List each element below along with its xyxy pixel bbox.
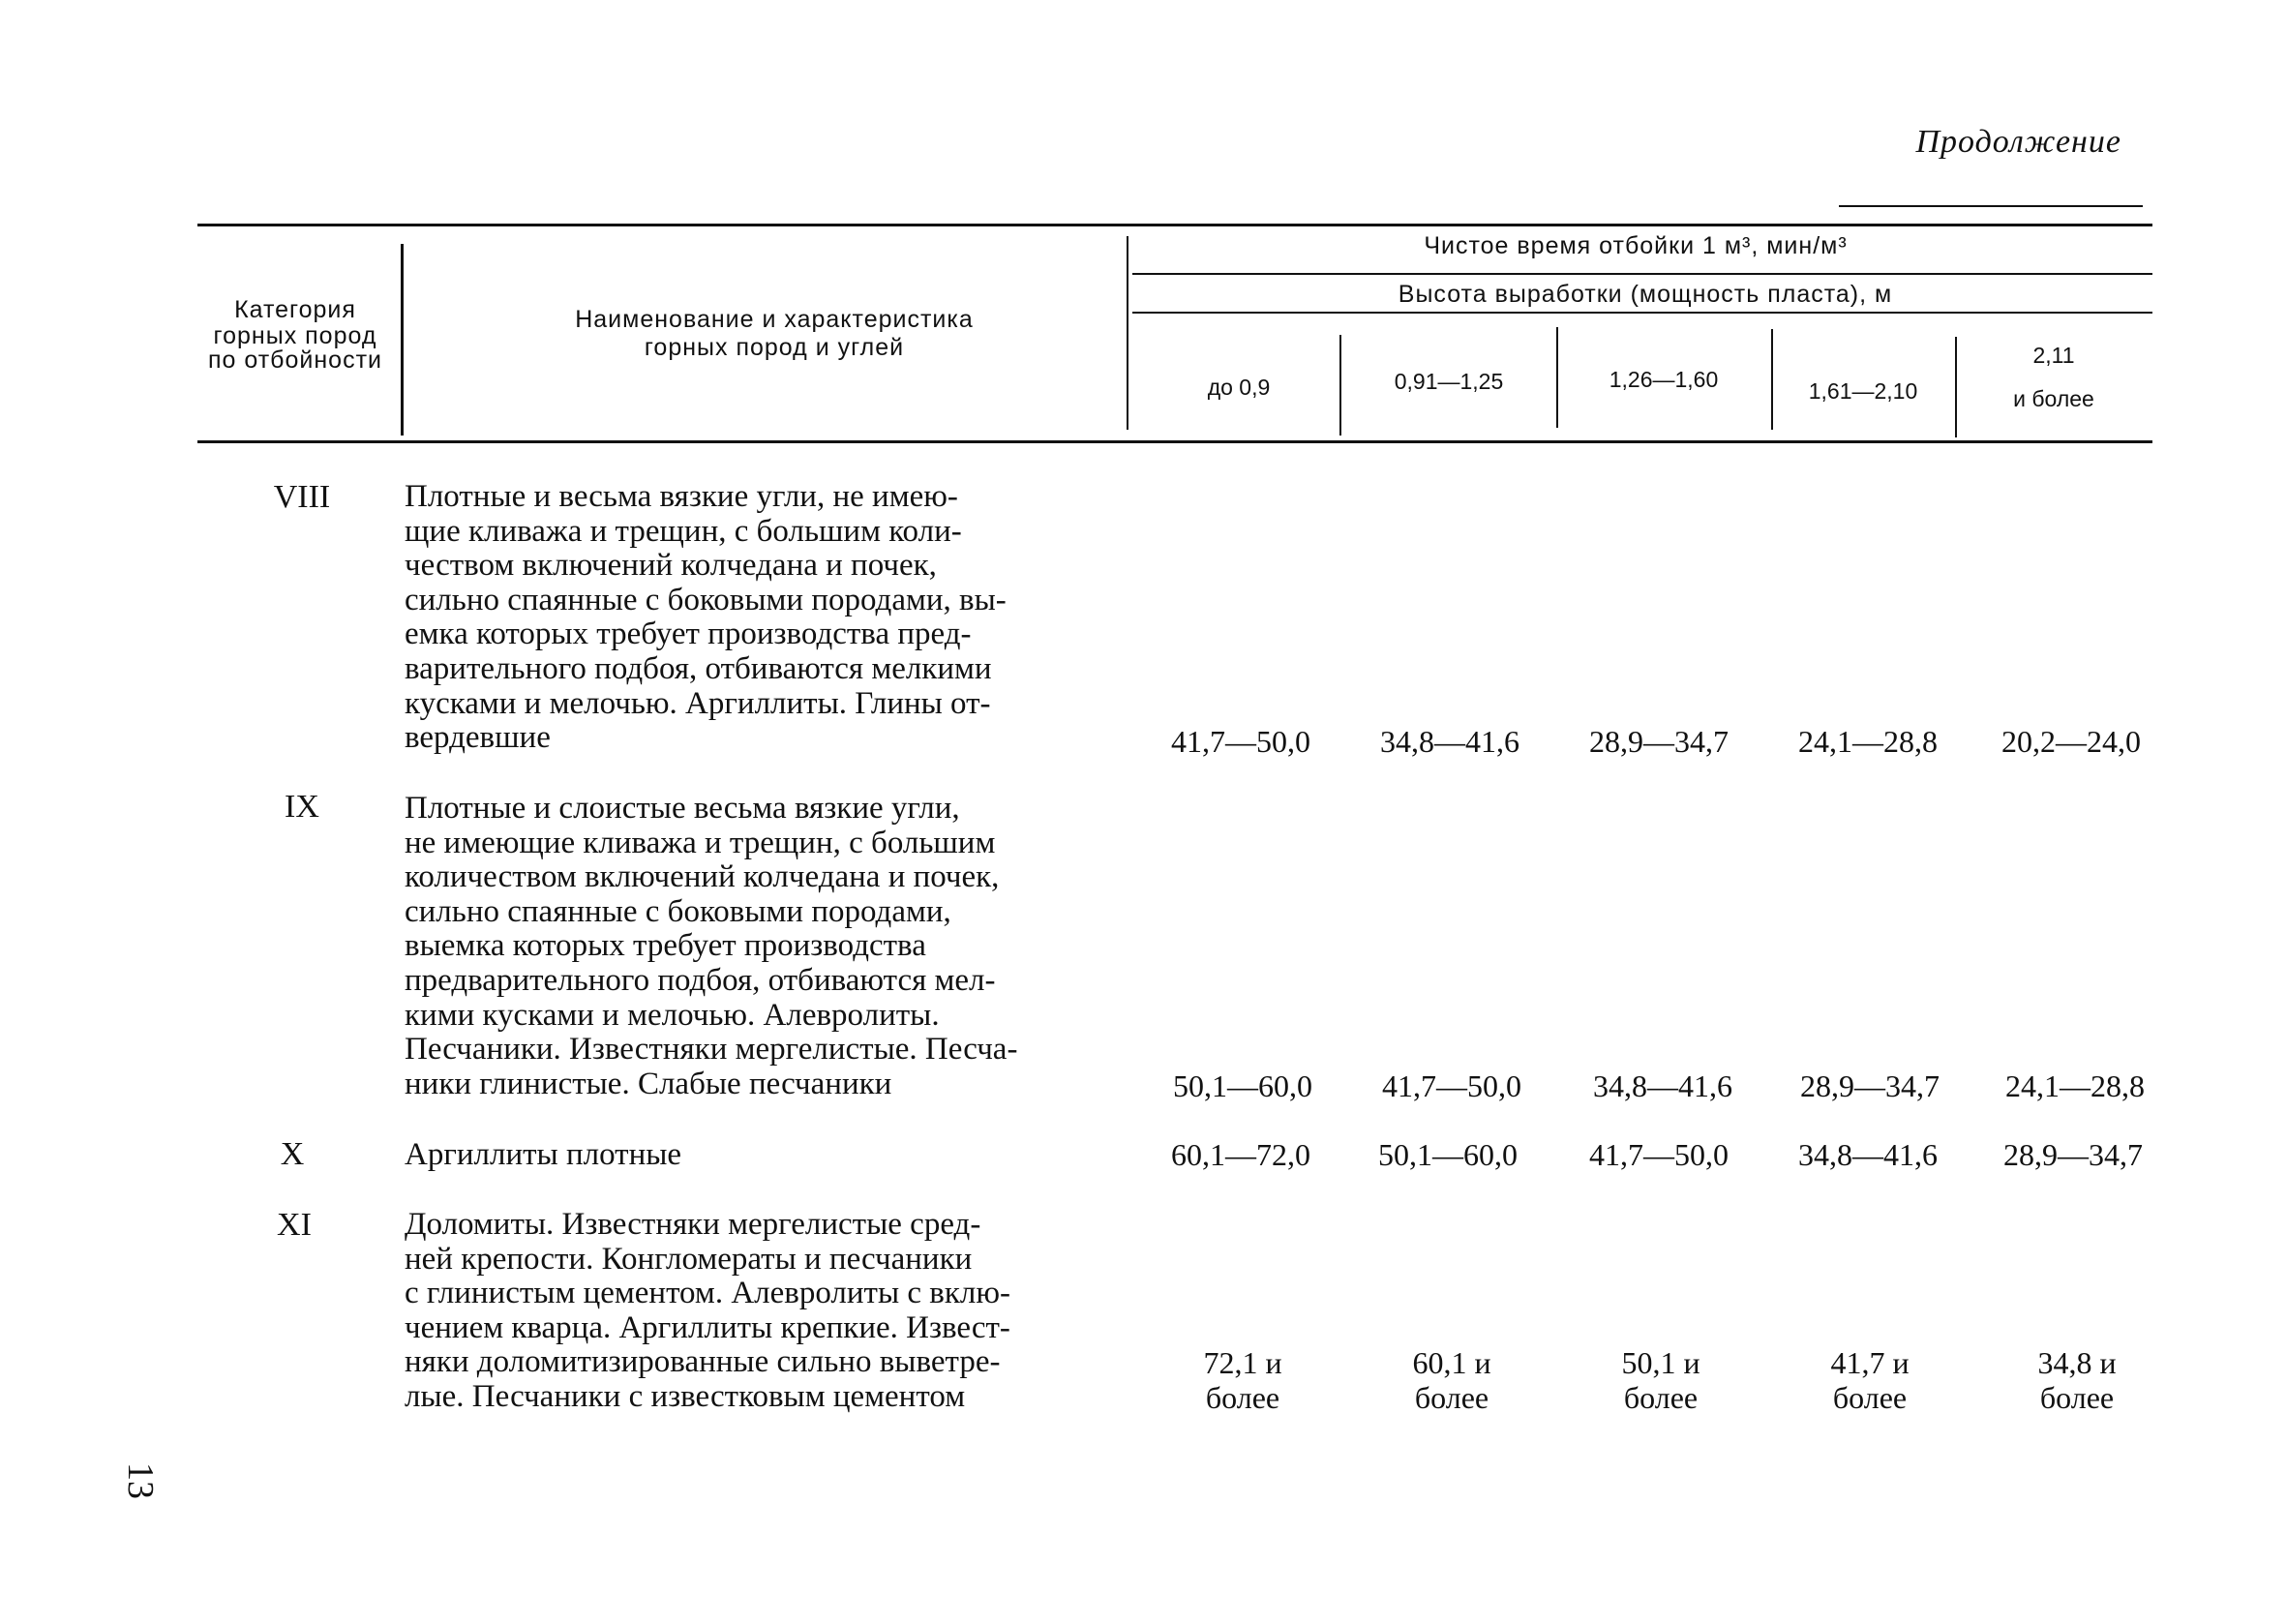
rule-header-top — [197, 224, 2152, 226]
row-category-ix: IX — [285, 789, 319, 825]
value-x-col-5: 28,9—34,7 — [2003, 1137, 2143, 1172]
value-viii-col-1: 41,7—50,0 — [1171, 724, 1310, 759]
value-ix-col-5: 24,1—28,8 — [2005, 1068, 2145, 1103]
row-description-xi: Доломиты. Известняки мергелистые сред- ней крепости. Конгломераты и песчаники с глинистым цементом. Алевролиты с вклю- чением кварца. Аргиллиты крепкие. Извест- няки доломитизированные сильно выветре- лые. Песчаники с известковым цементом — [405, 1207, 1011, 1414]
header-col-1: до 0,9 — [1207, 375, 1271, 400]
row-category-viii: VIII — [273, 479, 331, 515]
header-time-group: Чистое время отбойки 1 м³, мин/м³ — [1424, 232, 1848, 259]
header-col-2: 0,91—1,25 — [1394, 369, 1504, 394]
page-number: 13 — [120, 1462, 161, 1499]
value-x-col-1: 60,1—72,0 — [1171, 1137, 1310, 1172]
header-col-5: 2,11 и более — [2013, 343, 2094, 411]
row-category-x: X — [280, 1136, 305, 1172]
row-description-ix: Плотные и слоистые весьма вязкие угли, не имеющие кливажа и трещин, с большим количеством включений колчедана и почек, сильно спаянные с боковыми породами, выемка которых требует производства предварительного подбоя, отбиваются мел- кими кусками и мелочью. Алевролиты. Песчаники. Известняки мергелистые. Песча- ники глинистые. Слабые песчаники — [405, 791, 1018, 1101]
value-ix-col-2: 41,7—50,0 — [1382, 1068, 1521, 1103]
rule-time-group — [1132, 273, 2152, 275]
value-ix-col-4: 28,9—34,7 — [1800, 1068, 1940, 1103]
rule-top-short — [1839, 205, 2143, 207]
row-description-viii: Плотные и весьма вязкие угли, не имею- щие кливажа и трещин, с большим коли- чеством включений колчедана и почек, сильно спаянные с боковыми породами, вы- емка которых требует производства пред- варительного подбоя, отбиваются мелкими кусками и мелочью. Аргиллиты. Глины от- вердевшие — [405, 479, 1007, 756]
value-viii-col-3: 28,9—34,7 — [1589, 724, 1729, 759]
value-xi-col-2: 60,1 и более — [1412, 1345, 1491, 1415]
value-xi-col-4: 41,7 и более — [1830, 1345, 1910, 1415]
value-x-col-3: 41,7—50,0 — [1589, 1137, 1729, 1172]
value-viii-col-2: 34,8—41,6 — [1380, 724, 1519, 759]
value-xi-col-1: 72,1 и более — [1203, 1345, 1282, 1415]
rule-header-bottom — [197, 440, 2152, 443]
rule-height-group — [1132, 312, 2152, 314]
value-x-col-4: 34,8—41,6 — [1798, 1137, 1938, 1172]
header-category: Категория горных пород по отбойности — [207, 296, 382, 374]
header-name: Наименование и характеристика горных пород и углей — [575, 306, 974, 361]
divider-name — [1127, 236, 1128, 430]
value-ix-col-1: 50,1—60,0 — [1173, 1068, 1312, 1103]
divider-col-2 — [1556, 327, 1558, 428]
value-xi-col-5: 34,8 и более — [2037, 1345, 2117, 1415]
continued-label: Продолжение — [1915, 124, 2121, 160]
value-viii-col-4: 24,1—28,8 — [1798, 724, 1938, 759]
row-category-xi: XI — [277, 1207, 312, 1243]
divider-col-1 — [1339, 335, 1341, 436]
value-xi-col-3: 50,1 и более — [1621, 1345, 1700, 1415]
header-col-4: 1,61—2,10 — [1808, 378, 1918, 404]
header-height-group: Высота выработки (мощность пласта), м — [1398, 281, 1893, 308]
value-viii-col-5: 20,2—24,0 — [2001, 724, 2141, 759]
value-x-col-2: 50,1—60,0 — [1378, 1137, 1518, 1172]
row-description-x: Аргиллиты плотные — [405, 1137, 682, 1172]
header-col-3: 1,26—1,60 — [1609, 367, 1719, 392]
value-ix-col-3: 34,8—41,6 — [1593, 1068, 1732, 1103]
